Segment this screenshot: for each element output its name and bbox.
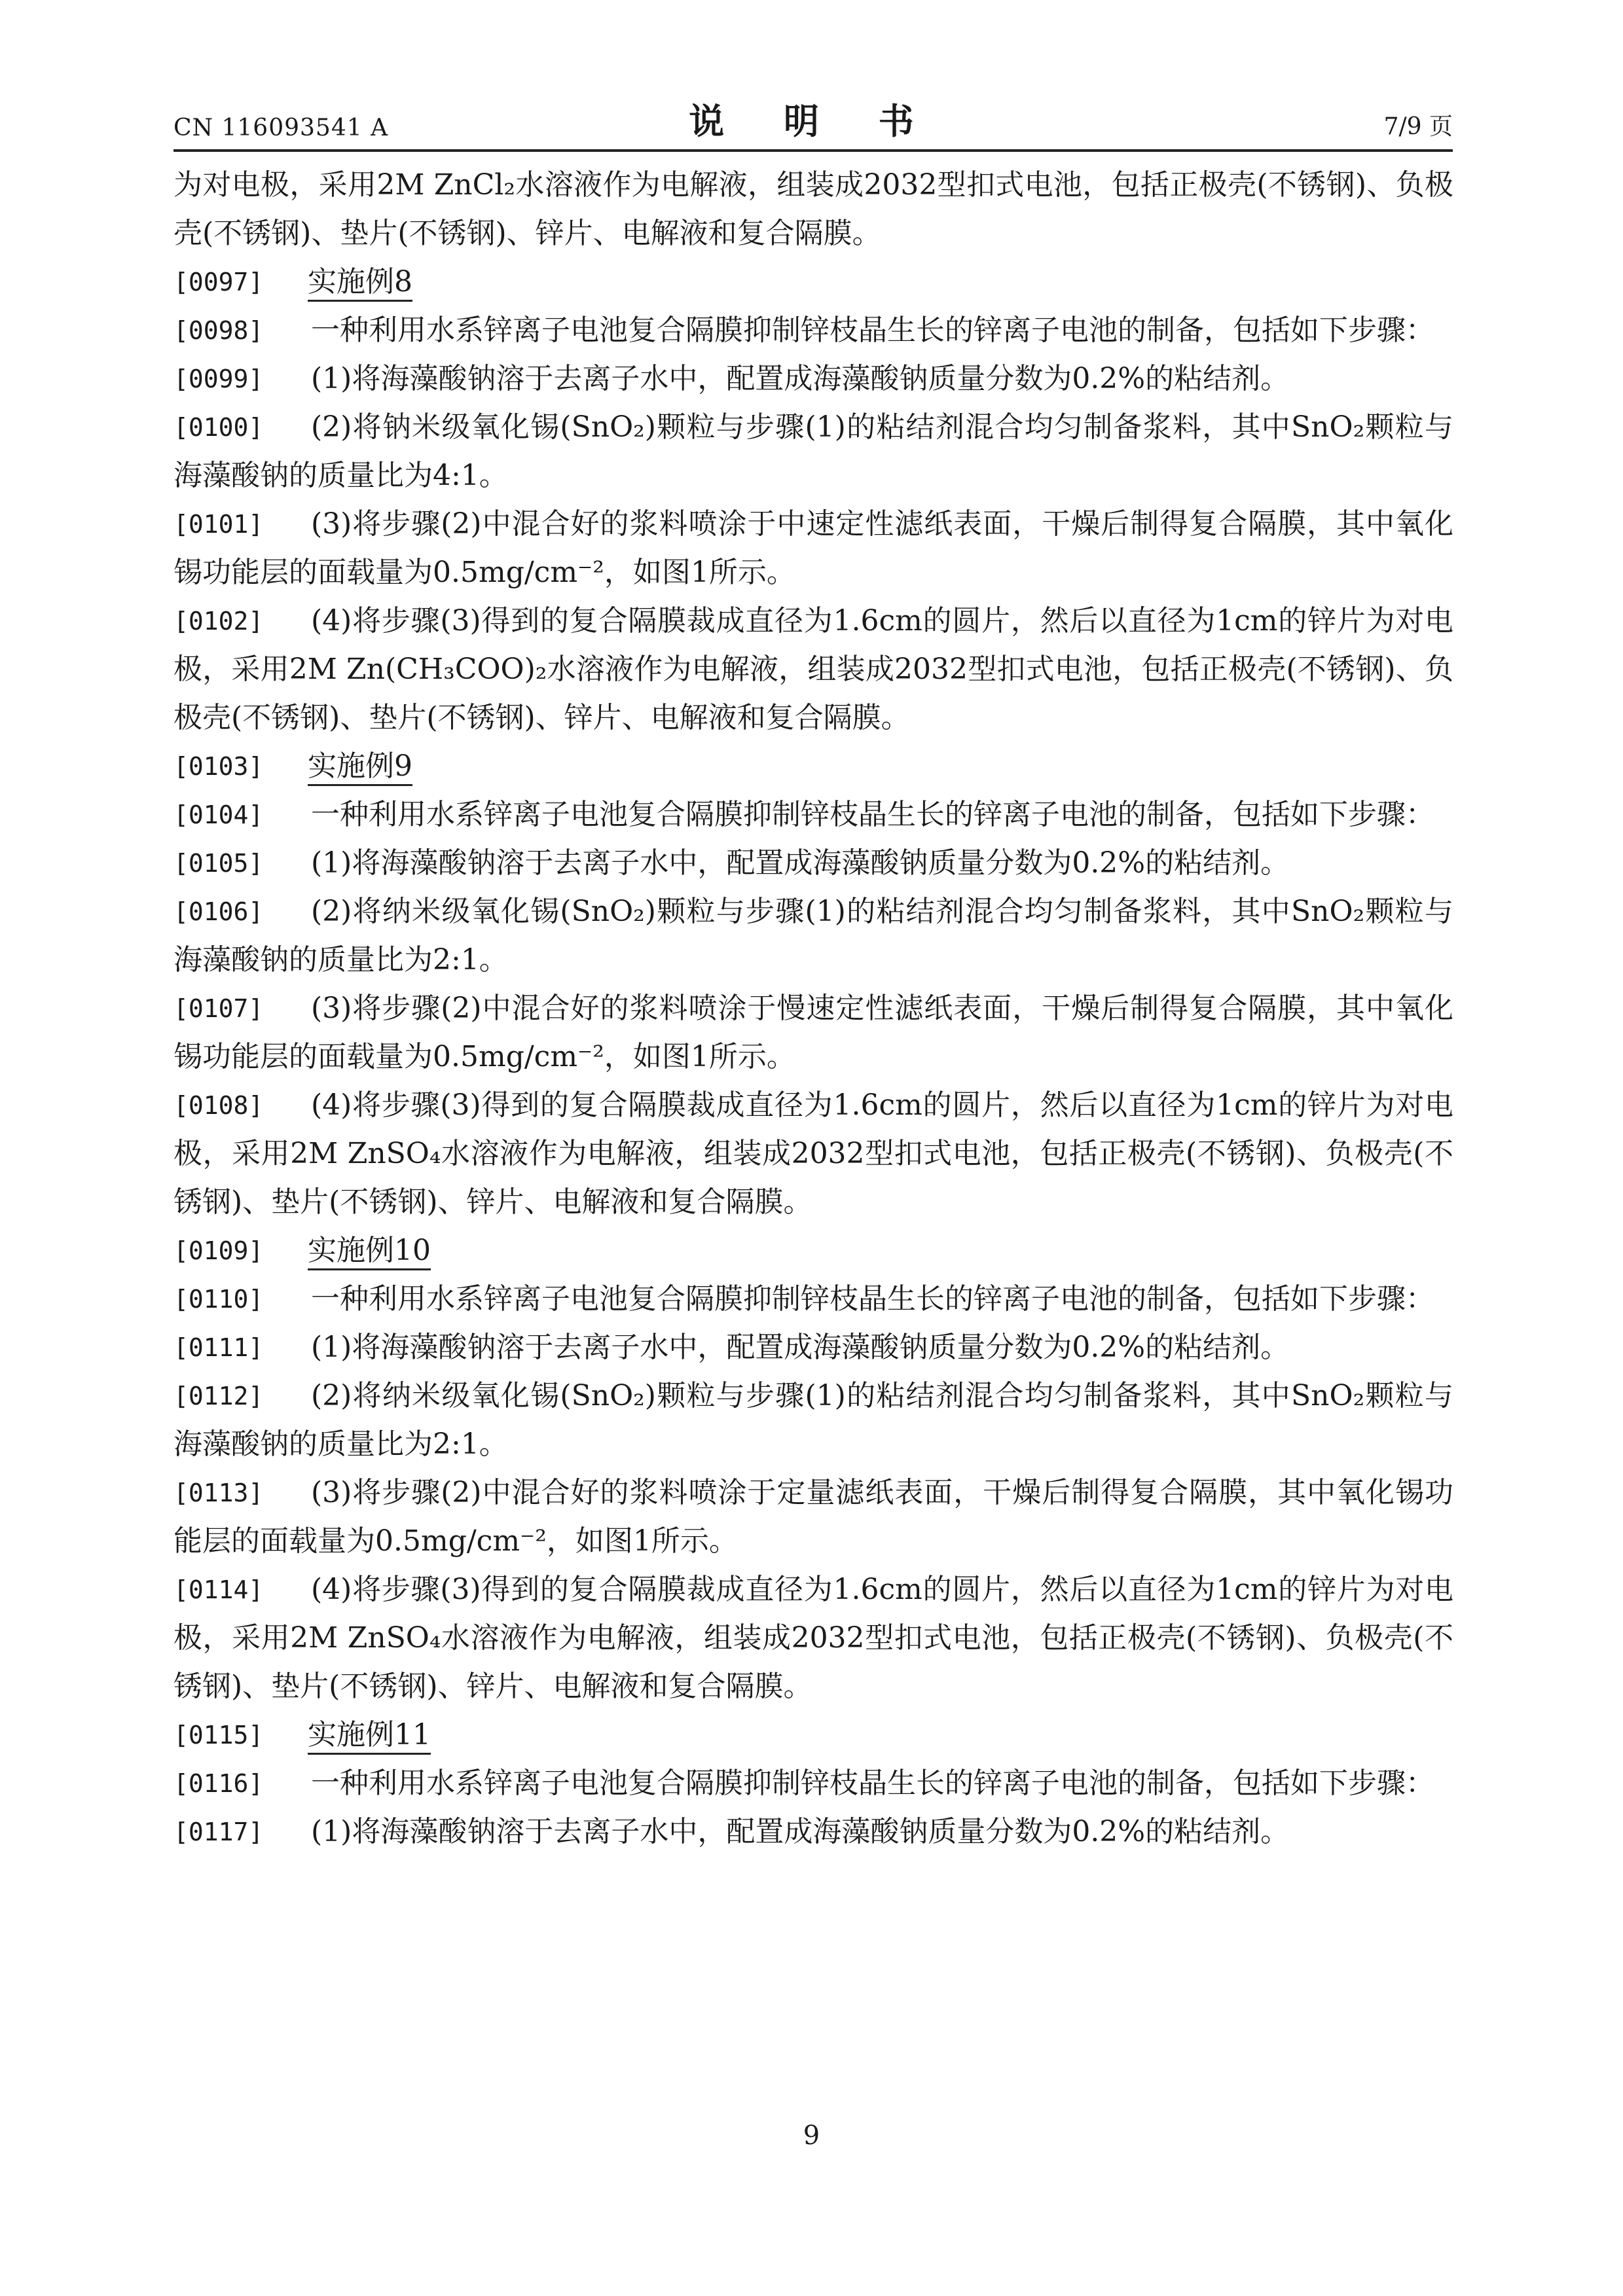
paragraph-text: (1)将海藻酸钠溶于去离子水中，配置成海藻酸钠质量分数为0.2%的粘结剂。 [311, 1815, 1290, 1848]
paragraph-text: (4)将步骤(3)得到的复合隔膜裁成直径为1.6cm的圆片，然后以直径为1cm的锌片为对电极，采用2M Zn(CH₃COO)₂水溶液作为电解液，组装成2032型扣式电池，包括正极壳(不锈钢)、负极壳(不锈钢)、垫片(不锈钢)、锌片、电解液和复合隔膜。 [173, 604, 1453, 734]
paragraph [173, 1081, 1453, 1227]
paragraph-number: [0100] [173, 413, 264, 442]
paragraph [173, 791, 1453, 839]
paragraph-number: [0102] [173, 607, 264, 636]
heading-text-wrapper [173, 1711, 1453, 1759]
paragraph-number: [0116] [173, 1769, 264, 1798]
paragraph [173, 306, 1453, 355]
document-id: CN 116093541 A [173, 115, 389, 141]
paragraph-text: (3)将步骤(2)中混合好的浆料喷涂于慢速定性滤纸表面，干燥后制得复合隔膜，其中氧化锡功能层的面载量为0.5mg/cm⁻²，如图1所示。 [173, 992, 1453, 1073]
heading-text-wrapper [173, 742, 1453, 791]
heading-label: 实施例9 [308, 749, 412, 786]
paragraph-number: [0112] [173, 1382, 264, 1410]
paragraph-text: (3)将步骤(2)中混合好的浆料喷涂于中速定性滤纸表面，干燥后制得复合隔膜，其中氧化锡功能层的面载量为0.5mg/cm⁻²，如图1所示。 [173, 507, 1453, 589]
paragraph [173, 1372, 1453, 1469]
paragraph [173, 1469, 1453, 1566]
paragraph-text: (1)将海藻酸钠溶于去离子水中，配置成海藻酸钠质量分数为0.2%的粘结剂。 [311, 362, 1290, 395]
paragraph-text: 一种利用水系锌离子电池复合隔膜抑制锌枝晶生长的锌离子电池的制备，包括如下步骤： [311, 1767, 1434, 1800]
heading-text-wrapper [173, 1227, 1453, 1275]
paragraph-number: [0099] [173, 365, 264, 393]
heading-label: 实施例11 [308, 1718, 431, 1755]
document-title: 说 明 书 [689, 100, 938, 142]
paragraph-text: 一种利用水系锌离子电池复合隔膜抑制锌枝晶生长的锌离子电池的制备，包括如下步骤： [311, 314, 1434, 347]
paragraph-number: [0105] [173, 849, 264, 878]
header-divider [173, 149, 1453, 152]
paragraph [173, 839, 1453, 888]
paragraph-number: [0101] [173, 510, 264, 539]
paragraph-number: [0108] [173, 1091, 264, 1120]
paragraph [173, 984, 1453, 1081]
heading-label: 实施例8 [308, 265, 412, 302]
paragraph-number: [0110] [173, 1285, 264, 1314]
paragraph-number: [0114] [173, 1575, 264, 1604]
page-count: 7/9 页 [1383, 113, 1453, 140]
paragraph [173, 1808, 1453, 1856]
section-heading [173, 1711, 1453, 1759]
paragraph-text: 一种利用水系锌离子电池复合隔膜抑制锌枝晶生长的锌离子电池的制备，包括如下步骤： [311, 1282, 1434, 1316]
paragraph-text: (3)将步骤(2)中混合好的浆料喷涂于定量滤纸表面，干燥后制得复合隔膜，其中氧化锡功能层的面载量为0.5mg/cm⁻²，如图1所示。 [173, 1476, 1453, 1558]
document-body [173, 161, 1453, 1856]
paragraph-number: [0115] [173, 1721, 264, 1749]
paragraph-number: [0117] [173, 1818, 264, 1846]
paragraph-text: (2)将纳米级氧化锡(SnO₂)颗粒与步骤(1)的粘结剂混合均匀制备浆料，其中SnO₂颗粒与海藻酸钠的质量比为2:1。 [173, 1379, 1453, 1461]
paragraph-number: [0111] [173, 1333, 264, 1362]
paragraph-text: 一种利用水系锌离子电池复合隔膜抑制锌枝晶生长的锌离子电池的制备，包括如下步骤： [311, 798, 1434, 831]
section-heading [173, 1227, 1453, 1275]
paragraph [173, 1275, 1453, 1323]
paragraph-text: (4)将步骤(3)得到的复合隔膜裁成直径为1.6cm的圆片，然后以直径为1cm的锌片为对电极，采用2M ZnSO₄水溶液作为电解液，组装成2032型扣式电池，包括正极壳(不锈钢)、负极壳(不锈钢)、垫片(不锈钢)、锌片、电解液和复合隔膜。 [173, 1088, 1453, 1219]
paragraph [173, 1323, 1453, 1372]
paragraph [173, 355, 1453, 403]
section-heading [173, 258, 1453, 306]
paragraph-text: (1)将海藻酸钠溶于去离子水中，配置成海藻酸钠质量分数为0.2%的粘结剂。 [311, 1331, 1290, 1364]
paragraph [173, 500, 1453, 597]
paragraph [173, 1759, 1453, 1808]
paragraph [173, 161, 1453, 258]
heading-text-wrapper [173, 258, 1453, 306]
paragraph [173, 403, 1453, 500]
paragraph-number: [0113] [173, 1479, 264, 1507]
section-heading [173, 742, 1453, 791]
paragraph [173, 888, 1453, 984]
paragraph-number: [0103] [173, 752, 264, 781]
paragraph-text: 为对电极，采用2M ZnCl₂水溶液作为电解液，组装成2032型扣式电池，包括正极壳(不锈钢)、负极壳(不锈钢)、垫片(不锈钢)、锌片、电解液和复合隔膜。 [173, 168, 1453, 250]
paragraph-number: [0109] [173, 1236, 264, 1265]
paragraph-text: (2)将钠米级氧化锡(SnO₂)颗粒与步骤(1)的粘结剂混合均匀制备浆料，其中SnO₂颗粒与海藻酸钠的质量比为4:1。 [173, 410, 1453, 492]
paragraph-number: [0104] [173, 800, 264, 829]
paragraph-number: [0106] [173, 897, 264, 926]
paragraph-text: (2)将纳米级氧化锡(SnO₂)颗粒与步骤(1)的粘结剂混合均匀制备浆料，其中SnO₂颗粒与海藻酸钠的质量比为2:1。 [173, 895, 1453, 977]
paragraph-number: [0107] [173, 994, 264, 1023]
paragraph-text: (1)将海藻酸钠溶于去离子水中，配置成海藻酸钠质量分数为0.2%的粘结剂。 [311, 846, 1290, 880]
page-header [173, 98, 1453, 151]
heading-label: 实施例10 [308, 1234, 431, 1270]
paragraph [173, 597, 1453, 742]
paragraph-number: [0097] [173, 268, 264, 296]
paragraph [173, 1566, 1453, 1711]
paragraph-text: (4)将步骤(3)得到的复合隔膜裁成直径为1.6cm的圆片，然后以直径为1cm的锌片为对电极，采用2M ZnSO₄水溶液作为电解液，组装成2032型扣式电池，包括正极壳(不锈钢)、负极壳(不锈钢)、垫片(不锈钢)、锌片、电解液和复合隔膜。 [173, 1573, 1453, 1703]
paragraph-number: [0098] [173, 316, 264, 345]
page-number: 9 [803, 2121, 820, 2151]
